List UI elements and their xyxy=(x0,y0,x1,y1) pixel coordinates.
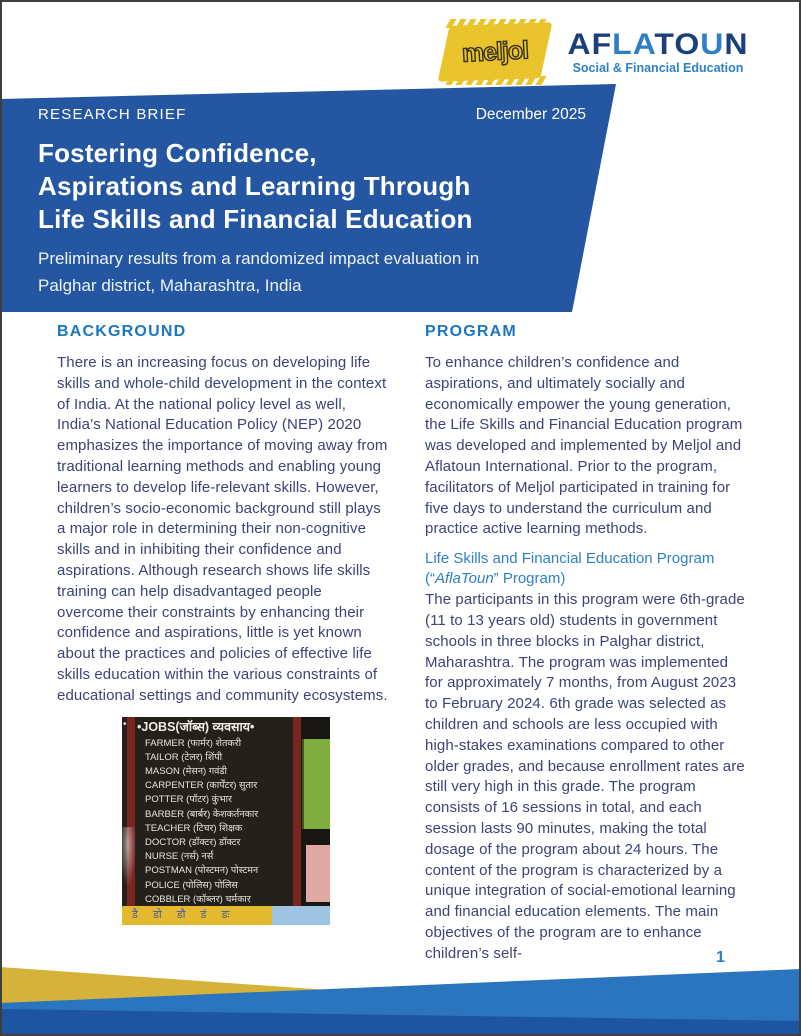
photo-bottom-corner xyxy=(272,906,330,925)
aflatoun-tagline: Social & Financial Education xyxy=(572,61,744,75)
program-section xyxy=(425,323,749,965)
blackboard-title: •JOBS(जॉब्स) व्यवसाय• xyxy=(137,719,255,734)
page-title-line: Life Skills and Financial Education xyxy=(38,204,473,234)
blackboard-job-row: DOCTOR (डॉक्टर) डॉक्टर xyxy=(145,836,241,848)
blackboard-job-row: POTTER (पॉटर) कुंभार xyxy=(145,794,232,806)
aflatoun-letter: O xyxy=(674,27,701,61)
blackboard-job-row: COBBLER (कॉब्लर) चर्मकार xyxy=(145,893,251,905)
program-heading: PROGRAM xyxy=(425,323,517,340)
meljol-logo-text: meljol xyxy=(461,36,529,68)
document-type-label: RESEARCH BRIEF xyxy=(38,106,187,123)
header-content xyxy=(38,106,586,299)
aflatoun-wordmark xyxy=(552,27,764,61)
aflatoun-letter: A xyxy=(567,27,592,61)
photo-frame-strip xyxy=(293,717,301,907)
program-subheading-pre: Life Skills and Financial Education Program (“ xyxy=(425,550,715,588)
blackboard-photo xyxy=(122,717,330,925)
aflatoun-letter: N xyxy=(724,27,749,61)
aflatoun-letter: A xyxy=(632,27,655,61)
blackboard-job-row: CARPENTER (कार्पेंटर) सुतार xyxy=(145,780,258,792)
logo-row xyxy=(0,0,801,100)
photo-edge-dot: • xyxy=(123,718,127,730)
blackboard-job-row: BARBER (बार्बर) केशकर्तनकार xyxy=(145,808,259,820)
blackboard-job-row: NURSE (नर्स) नर्स xyxy=(145,851,214,863)
program-body-1: To enhance children’s confidence and aspirations, and ultimately socially and economically empower the young generation, the Life Skills and Financial Education program was developed and implemented by Meljol and Aflatoun International. Prior to the program, facilitators of Meljol participated in training for five days to understand the curriculum and practice active learning methods. xyxy=(425,354,743,538)
program-subheading-italic: AflaToun xyxy=(435,570,494,588)
background-section xyxy=(57,323,389,925)
page-title-line: Fostering Confidence, xyxy=(38,138,317,168)
program-subheading xyxy=(425,549,749,589)
photo-pink-patch xyxy=(306,845,330,902)
page-subtitle: Preliminary results from a randomized impact evaluation in Palghar district, Maharashtra, India xyxy=(38,249,480,295)
program-subheading-post: ” Program) xyxy=(493,570,566,588)
page-title-line: Aspirations and Learning Through xyxy=(38,171,471,201)
program-body-2: The participants in this program were 6th-grade (11 to 13 years old) students in government schools in three blocks in Palghar district, Maharashtra. The program was implemented for approximately 7 months, from August 2023 to February 2024. 6th grade was selected as children and schools are less occupied with high-stakes examinations compared to other older grades, and because enrollment rates are still very high in this grade. The program consists of 16 sessions in total, and each session lasts 90 minutes, making the total dosage of the program about 24 hours. The content of the program is characterized by a unique integration of social-emotional learning and financial education elements. The main objectives of the program are to enhance children’s self- xyxy=(425,591,745,962)
meljol-logo xyxy=(444,24,546,80)
blackboard-job-row: POLICE (पोलिस) पोलिस xyxy=(145,879,238,891)
aflatoun-letter: F xyxy=(591,27,613,61)
blackboard-job-row: TAILOR (टेलर) शिंपी xyxy=(145,751,223,763)
blackboard-job-row: TEACHER (टिचर) शिक्षक xyxy=(145,822,243,834)
aflatoun-letter: T xyxy=(654,27,675,61)
photo-bottom-strip: डै डो डौ डं डः xyxy=(122,906,272,925)
page-number: 1 xyxy=(716,949,725,966)
aflatoun-logo xyxy=(552,27,764,75)
blackboard-job-list xyxy=(145,737,293,907)
blackboard-job-row: MASON (मेसन) गवंडी xyxy=(145,765,227,777)
photo-green-patch xyxy=(302,739,330,829)
aflatoun-letter: L xyxy=(612,27,633,61)
blackboard-job-row: POSTMAN (पोस्टमन) पोस्टमन xyxy=(145,865,259,877)
blackboard-job-row: FARMER (फार्मर) शेतकरी xyxy=(145,737,242,749)
publication-date: December 2025 xyxy=(475,106,586,123)
background-body: There is an increasing focus on developing life skills and whole-child development in the context of India. At the national policy level as well, India’s National Education Policy (NEP) 2020 emphasizes the importance of moving away from traditional learning methods and enabling young learners to develop life-relevant skills. However, children’s socio-economic background still plays a major role in determining their non-cognitive skills and in inhibiting their confidence and aspirations. Although research shows life skills training can help disadvantaged people overcome their constraints by enhancing their confidence and aspirations, little is yet known about the practices and policies of effective life skills education within the various constraints of educational settings and community ecosystems. xyxy=(57,354,388,704)
meljol-scribble-icon xyxy=(445,76,550,85)
page-title xyxy=(38,137,586,236)
photo-chalk-smudge xyxy=(122,827,136,887)
background-heading: BACKGROUND xyxy=(57,323,187,340)
aflatoun-letter: U xyxy=(700,27,725,61)
